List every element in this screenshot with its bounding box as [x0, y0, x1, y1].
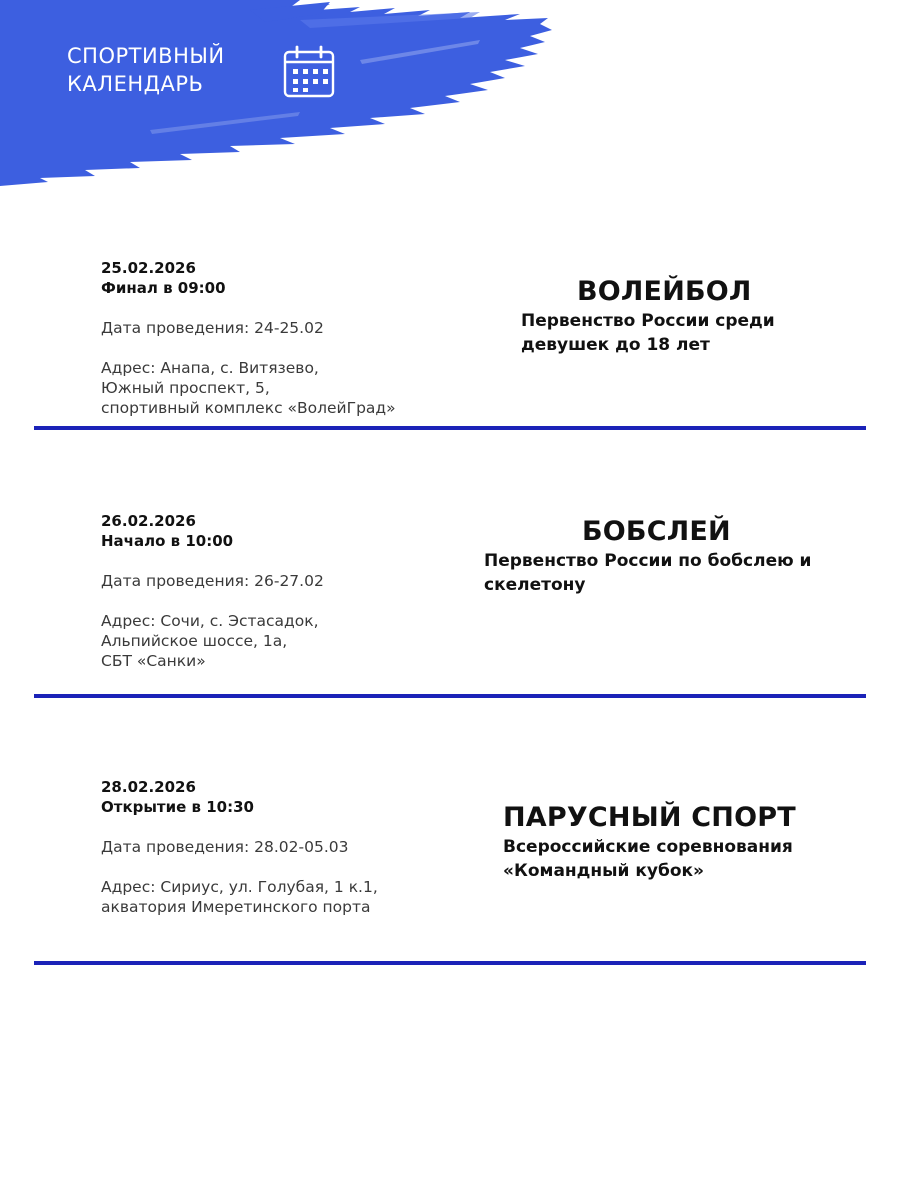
- event-description: [521, 309, 775, 357]
- event-address-line: Адрес: Сириус, ул. Голубая, 1 к.1,: [101, 878, 378, 896]
- calendar-icon: [282, 44, 336, 100]
- event-address-line: акватория Имеретинского порта: [101, 898, 371, 916]
- event-time: Открытие в 10:30: [101, 798, 254, 816]
- event-description-line: девушек до 18 лет: [521, 335, 710, 355]
- event-time: Финал в 09:00: [101, 279, 226, 297]
- event-address-line: спортивный комплекс «ВолейГрад»: [101, 399, 396, 417]
- event-description-line: Первенство России среди: [521, 311, 775, 331]
- event-details: [101, 258, 461, 418]
- event-description-line: Всероссийские соревнования: [503, 837, 793, 857]
- event-divider: [34, 961, 866, 965]
- event-description: [503, 835, 796, 883]
- event-address-line: Южный проспект, 5,: [101, 379, 270, 397]
- event-address-line: Альпийское шоссе, 1а,: [101, 632, 288, 650]
- event-divider: [34, 426, 866, 430]
- event-description-line: Первенство России по бобслею и: [484, 551, 812, 571]
- event-address: [101, 611, 461, 671]
- event-address-line: СБТ «Санки»: [101, 652, 206, 670]
- event-summary: [521, 275, 775, 357]
- event-description-line: «Командный кубок»: [503, 861, 705, 881]
- event-address-line: Адрес: Анапа, с. Витязево,: [101, 359, 319, 377]
- event-summary: [503, 801, 796, 883]
- event-dates: Дата проведения: 28.02-05.03: [101, 838, 349, 856]
- page-title-line-2: КАЛЕНДАРЬ: [67, 72, 204, 96]
- event-address: [101, 877, 461, 917]
- event-dates: Дата проведения: 24-25.02: [101, 319, 324, 337]
- event-dates: Дата проведения: 26-27.02: [101, 572, 324, 590]
- event-sport: ПАРУСНЫЙ СПОРТ: [503, 802, 796, 833]
- event-description: [484, 549, 811, 597]
- page-title-line-1: СПОРТИВНЫЙ: [67, 44, 225, 68]
- event-divider: [34, 694, 866, 698]
- event-summary: [484, 515, 811, 597]
- event-date: 26.02.2026: [101, 512, 196, 530]
- page-title: [67, 42, 225, 98]
- event-description-line: скелетону: [484, 575, 586, 595]
- event-details: [101, 777, 461, 917]
- event-details: [101, 511, 461, 671]
- event-date: 28.02.2026: [101, 778, 196, 796]
- event-address-line: Адрес: Сочи, с. Эстасадок,: [101, 612, 319, 630]
- event-sport: БОБСЛЕЙ: [582, 516, 731, 547]
- event-sport: ВОЛЕЙБОЛ: [577, 276, 752, 307]
- event-time: Начало в 10:00: [101, 532, 234, 550]
- event-address: [101, 358, 461, 418]
- event-date: 25.02.2026: [101, 259, 196, 277]
